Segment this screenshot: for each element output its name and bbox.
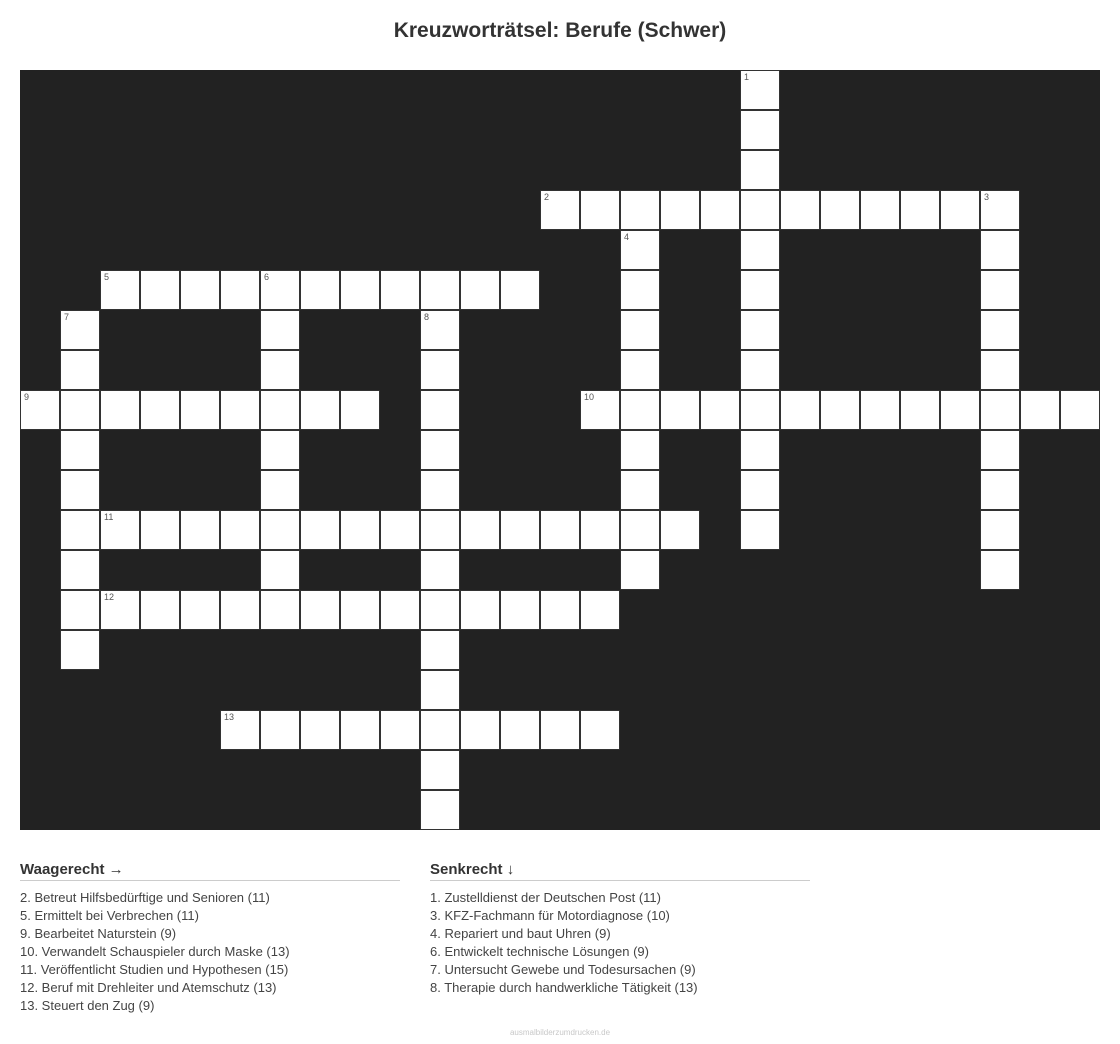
grid-cell[interactable]	[620, 550, 660, 590]
grid-cell[interactable]	[420, 510, 460, 550]
grid-cell[interactable]	[300, 510, 340, 550]
grid-cell[interactable]	[740, 270, 780, 310]
grid-cell[interactable]	[980, 430, 1020, 470]
grid-cell[interactable]	[260, 590, 300, 630]
down-clue: 6. Entwickelt technische Lösungen (9)	[430, 944, 649, 959]
grid-cell[interactable]	[100, 390, 140, 430]
grid-cell[interactable]	[540, 510, 580, 550]
down-clue: 4. Repariert und baut Uhren (9)	[430, 926, 611, 941]
grid-cell[interactable]	[140, 270, 180, 310]
grid-cell[interactable]	[940, 190, 980, 230]
grid-cell[interactable]	[60, 510, 100, 550]
clue-number: 4	[624, 232, 630, 242]
grid-cell[interactable]	[780, 190, 820, 230]
grid-cell[interactable]	[340, 710, 380, 750]
grid-cell[interactable]	[740, 230, 780, 270]
grid-cell[interactable]	[420, 630, 460, 670]
grid-cell[interactable]	[100, 510, 140, 550]
grid-cell[interactable]	[620, 310, 660, 350]
grid-cell[interactable]	[580, 510, 620, 550]
grid-cell[interactable]	[420, 670, 460, 710]
grid-cell[interactable]	[700, 390, 740, 430]
grid-cell[interactable]	[60, 470, 100, 510]
grid-cell[interactable]	[420, 590, 460, 630]
grid-cell[interactable]	[340, 510, 380, 550]
grid-cell[interactable]	[300, 270, 340, 310]
clue-number: 10	[584, 392, 595, 402]
grid-cell[interactable]	[980, 310, 1020, 350]
grid-cell[interactable]	[260, 710, 300, 750]
across-clues-section	[20, 861, 400, 1015]
grid-cell[interactable]	[740, 390, 780, 430]
grid-cell[interactable]	[660, 390, 700, 430]
clue-number: 6	[264, 272, 270, 282]
clue-number: 7	[64, 312, 70, 322]
puzzle-title: Kreuzworträtsel: Berufe (Schwer)	[393, 19, 727, 42]
grid-cell[interactable]	[620, 430, 660, 470]
across-clue-list	[20, 889, 400, 1015]
grid-cell[interactable]	[580, 590, 620, 630]
grid-cell[interactable]	[220, 390, 260, 430]
grid-cell[interactable]	[860, 190, 900, 230]
grid-cell[interactable]	[300, 710, 340, 750]
grid-cell[interactable]	[820, 190, 860, 230]
grid-cell[interactable]	[740, 350, 780, 390]
grid-cell[interactable]	[860, 390, 900, 430]
grid-cell[interactable]	[660, 190, 700, 230]
grid-cell[interactable]	[660, 510, 700, 550]
grid-cell[interactable]	[500, 270, 540, 310]
grid-cell[interactable]	[420, 270, 460, 310]
grid-cell[interactable]	[780, 390, 820, 430]
across-heading: Waagerecht →	[20, 861, 400, 881]
grid-cell[interactable]	[100, 590, 140, 630]
grid-cell[interactable]	[980, 270, 1020, 310]
grid-cell[interactable]	[1060, 390, 1100, 430]
grid-cell[interactable]	[260, 310, 300, 350]
grid-cell[interactable]	[60, 350, 100, 390]
grid-cell[interactable]	[140, 510, 180, 550]
grid-cell[interactable]	[180, 510, 220, 550]
grid-cell[interactable]	[420, 710, 460, 750]
grid-cell[interactable]	[220, 710, 260, 750]
grid-cell[interactable]	[380, 510, 420, 550]
grid-cell[interactable]	[540, 190, 580, 230]
grid-cell[interactable]	[580, 390, 620, 430]
grid-cell[interactable]	[980, 350, 1020, 390]
grid-cell[interactable]	[260, 350, 300, 390]
grid-cell[interactable]	[140, 390, 180, 430]
clue-number: 8	[424, 312, 430, 322]
across-clue: 10. Verwandelt Schauspieler durch Maske (13)	[20, 944, 290, 959]
grid-cell[interactable]	[380, 270, 420, 310]
clue-number: 12	[104, 592, 115, 602]
across-clue: 12. Beruf mit Drehleiter und Atemschutz (13)	[20, 980, 277, 995]
grid-cell[interactable]	[500, 710, 540, 750]
grid-cell[interactable]	[220, 270, 260, 310]
grid-cell[interactable]	[620, 510, 660, 550]
across-clue: 9. Bearbeitet Naturstein (9)	[20, 926, 177, 941]
grid-cell[interactable]	[20, 390, 60, 430]
grid-cell[interactable]	[220, 510, 260, 550]
grid-cell[interactable]	[540, 590, 580, 630]
grid-cell[interactable]	[460, 710, 500, 750]
grid-cell[interactable]	[740, 510, 780, 550]
grid-cell[interactable]	[940, 390, 980, 430]
grid-cell[interactable]	[420, 750, 460, 790]
grid-cell[interactable]	[260, 550, 300, 590]
down-clues-section	[430, 861, 810, 997]
grid-cell[interactable]	[740, 110, 780, 150]
grid-cell[interactable]	[620, 230, 660, 270]
grid-cell[interactable]	[220, 590, 260, 630]
grid-cell[interactable]	[300, 590, 340, 630]
clue-number: 5	[104, 272, 110, 282]
grid-cell[interactable]	[420, 790, 460, 830]
grid-cell[interactable]	[140, 590, 180, 630]
grid-cell[interactable]	[60, 590, 100, 630]
grid-cell[interactable]	[180, 390, 220, 430]
grid-cell[interactable]	[420, 310, 460, 350]
clue-number: 13	[224, 712, 235, 722]
down-clue: 8. Therapie durch handwerkliche Tätigkeit (13)	[430, 980, 698, 995]
grid-cell[interactable]	[620, 470, 660, 510]
grid-cell[interactable]	[60, 310, 100, 350]
grid-cell[interactable]	[460, 590, 500, 630]
clue-number: 1	[744, 72, 750, 82]
crossword-grid	[20, 70, 1100, 830]
grid-cell[interactable]	[700, 190, 740, 230]
grid-cell[interactable]	[740, 470, 780, 510]
grid-cell[interactable]	[980, 550, 1020, 590]
across-clue: 13. Steuert den Zug (9)	[20, 998, 155, 1013]
grid-cell[interactable]	[740, 310, 780, 350]
grid-cell[interactable]	[420, 390, 460, 430]
footer-source: ausmalbilderzumdrucken.de	[509, 1028, 611, 1037]
grid-cell[interactable]	[180, 590, 220, 630]
grid-cell[interactable]	[60, 430, 100, 470]
grid-cell[interactable]	[260, 510, 300, 550]
grid-cell[interactable]	[740, 70, 780, 110]
grid-cell[interactable]	[380, 710, 420, 750]
down-clue: 1. Zustelldienst der Deutschen Post (11)	[430, 890, 661, 905]
grid-cell[interactable]	[620, 350, 660, 390]
grid-cell[interactable]	[980, 510, 1020, 550]
grid-cell[interactable]	[420, 550, 460, 590]
grid-cell[interactable]	[740, 150, 780, 190]
grid-cell[interactable]	[180, 270, 220, 310]
down-clue: 3. KFZ-Fachmann für Motordiagnose (10)	[430, 908, 670, 923]
grid-cell[interactable]	[420, 430, 460, 470]
grid-cell[interactable]	[60, 390, 100, 430]
grid-cell[interactable]	[260, 470, 300, 510]
grid-cell[interactable]	[980, 230, 1020, 270]
grid-cell[interactable]	[1020, 390, 1060, 430]
grid-cell[interactable]	[260, 270, 300, 310]
clue-number: 2	[544, 192, 550, 202]
grid-cell[interactable]	[820, 390, 860, 430]
grid-cell[interactable]	[540, 710, 580, 750]
clue-number: 3	[984, 192, 990, 202]
down-clue: 7. Untersucht Gewebe und Todesursachen (9)	[430, 962, 696, 977]
across-clue: 5. Ermittelt bei Verbrechen (11)	[20, 908, 199, 923]
grid-cell[interactable]	[500, 510, 540, 550]
grid-cell[interactable]	[100, 270, 140, 310]
grid-cell[interactable]	[420, 350, 460, 390]
grid-cell[interactable]	[420, 470, 460, 510]
grid-cell[interactable]	[980, 390, 1020, 430]
grid-cell[interactable]	[340, 590, 380, 630]
clue-number: 11	[104, 512, 114, 522]
grid-cell[interactable]	[900, 190, 940, 230]
grid-cell[interactable]	[260, 390, 300, 430]
grid-cell[interactable]	[60, 630, 100, 670]
grid-cell[interactable]	[300, 390, 340, 430]
down-clue-list	[430, 889, 810, 997]
grid-cell[interactable]	[380, 590, 420, 630]
grid-cell[interactable]	[620, 390, 660, 430]
across-clue: 11. Veröffentlicht Studien und Hypothesen (15)	[20, 962, 289, 977]
grid-cell[interactable]	[980, 190, 1020, 230]
grid-cell[interactable]	[580, 710, 620, 750]
grid-cell[interactable]	[460, 510, 500, 550]
grid-cell[interactable]	[900, 390, 940, 430]
down-heading: Senkrecht ↓	[430, 861, 810, 881]
grid-cell[interactable]	[340, 390, 380, 430]
grid-cell[interactable]	[340, 270, 380, 310]
grid-cell[interactable]	[980, 470, 1020, 510]
across-clue: 2. Betreut Hilfsbedürftige und Senioren (11)	[20, 890, 270, 905]
grid-cell[interactable]	[460, 270, 500, 310]
grid-cell[interactable]	[740, 190, 780, 230]
grid-cell[interactable]	[260, 430, 300, 470]
grid-cell[interactable]	[60, 550, 100, 590]
clue-number: 9	[24, 392, 30, 402]
grid-cell[interactable]	[620, 190, 660, 230]
grid-cell[interactable]	[580, 190, 620, 230]
grid-cell[interactable]	[620, 270, 660, 310]
grid-cell[interactable]	[740, 430, 780, 470]
grid-cell[interactable]	[500, 590, 540, 630]
